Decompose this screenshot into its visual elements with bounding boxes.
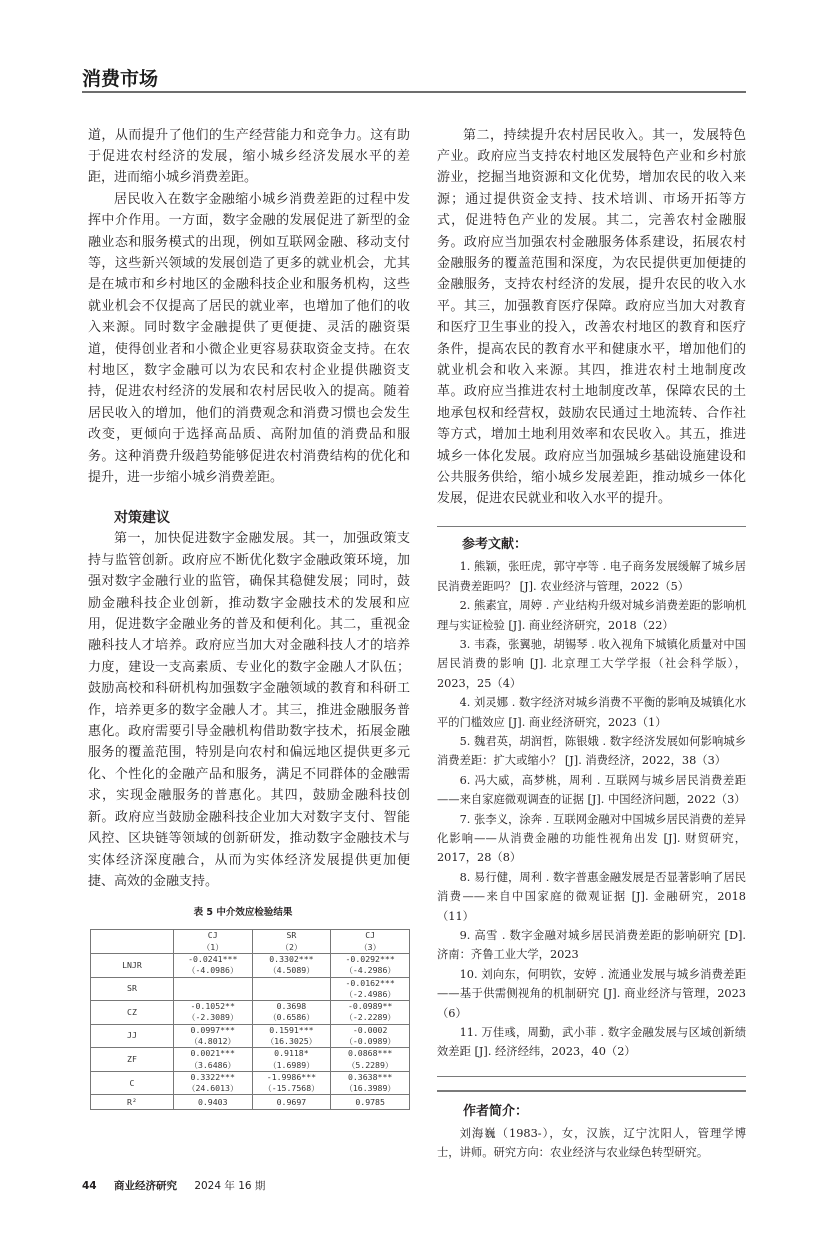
table-cell: 0.9697 [252, 1095, 331, 1110]
author-bio-text: 刘海巍（1983-），女，汉族，辽宁沈阳人，管理学博士，讲师。研究方向：农业经济与农业绿色转型研究。 [437, 1126, 746, 1160]
table-row-r2 [91, 1095, 410, 1110]
row-label: LNJR [91, 953, 174, 977]
reference-item: 9. 高雪 . 数字金融对城乡居民消费差距的影响研究 [D]. 济南：齐鲁工业大学，2023 [437, 929, 746, 962]
table-cell [252, 1048, 331, 1072]
table-cell [252, 1001, 331, 1025]
t-statistic: （1.6989） [268, 1059, 315, 1070]
right-column [437, 125, 746, 1163]
column-header [252, 930, 331, 954]
table-row [91, 977, 410, 1001]
t-statistic: （-2.4986） [344, 988, 396, 999]
mediation-results-table [90, 929, 410, 1110]
t-statistic: （3.6486） [189, 1059, 236, 1070]
table-title: 表 5 中介效应检验结果 [193, 907, 293, 919]
page-number: 44 [82, 1179, 97, 1192]
column-header [331, 930, 410, 954]
references-title: 参考文献： [462, 537, 528, 553]
table-cell [173, 953, 252, 977]
t-statistic: （5.2289） [347, 1059, 394, 1070]
table-cell [173, 977, 252, 1001]
section-heading: 对策建议 [114, 510, 170, 527]
t-statistic: （16.3025） [265, 1035, 317, 1046]
column-name: SR [286, 930, 297, 941]
coefficient: 0.0997*** [190, 1024, 235, 1035]
table-cell [173, 1001, 252, 1025]
coefficient: -0.0989** [347, 1001, 393, 1012]
column-number: （1） [202, 941, 224, 952]
table-cell [252, 977, 331, 1001]
table-row [91, 1001, 410, 1025]
coefficient: 0.3302*** [269, 953, 314, 964]
section-header: 消费市场 [82, 68, 159, 90]
table-cell [252, 1024, 331, 1048]
paragraph: 道，从而提升了他们的生产经营能力和竞争力。这有助于促进农村经济的发展，缩小城乡经济发展水平的差距，进而缩小城乡消费差距。 [88, 127, 410, 186]
coefficient: -0.0002 [352, 1024, 388, 1035]
paragraph: 居民收入在数字金融缩小城乡消费差距的过程中发挥中介作用。一方面，数字金融的发展促进了新型的金融业态和服务模式的出现，例如互联网金融、移动支付等，这些新兴领域的发展创造了更多的就业机会，尤其是在城市和乡村地区的金融科技企业和服务机构，这些就业机会不仅提高了居民的就业率，也增加了他们的收入来源。同时数字金融提供了更便捷、灵活的融资渠道，使得创业者和小微企业更容易获取资金支持。在农村地区，数字金融可以为农民和农村企业提供融资支持，促进农村经济的发展和农村居民收入的提高。随着居民收入的增加，他们的消费观念和消费习惯也会发生改变，更倾向于选择高品质、高附加值的消费品和服务。这种消费升级趋势能够促进农村消费结构的优化和提升，进一步缩小城乡消费差距。 [88, 191, 410, 485]
coefficient: -0.1052** [190, 1001, 235, 1012]
author-title: 作者简介： [463, 1103, 529, 1119]
row-label: JJ [91, 1024, 174, 1048]
table-corner [91, 930, 174, 954]
coefficient: -1.9986*** [266, 1071, 317, 1082]
column-number: （2） [280, 941, 303, 952]
table-cell [331, 977, 410, 1001]
t-statistic: （16.3989） [344, 1083, 396, 1094]
table-cell [331, 953, 410, 977]
reference-item: 6. 冯大威，高梦桃，周利 . 互联网与城乡居民消费差距——来自家庭微观调查的证据 [J]. 中国经济问题，2022（3） [437, 773, 746, 807]
two-column-body [82, 125, 746, 1163]
table-row [91, 1024, 410, 1048]
table-cell [173, 1071, 252, 1095]
coefficient: 0.1591*** [269, 1024, 314, 1035]
header-rule [82, 91, 746, 93]
reference-item: 7. 张李义，涂奔 . 互联网金融对中国城乡居民消费的差异化影响——从消费金融的功能性视角出发 [J]. 财贸研究，2017，28（8） [437, 812, 746, 865]
paragraph: 第二，持续提升农村居民收入。其一，发展特色产业。政府应当支持农村地区发展特色产业和乡村旅游业，挖掘当地资源和文化优势，增加农民的收入来源；通过提供资金支持、技术培训、市场开拓等方式，促进特色产业的发展。其二，完善农村金融服务。政府应当加强农村金融服务体系建设，拓展农村金融服务的覆盖范围和深度，为农民提供更加便捷的金融服务，支持农村经济的发展，提升农民的收入水平。其三，加强教育医疗保障。政府应当加大对教育和医疗卫生事业的投入，改善农村地区的教育和医疗条件，提高农民的教育水平和健康水平，增加他们的就业机会和收入来源。其四，推进农村土地制度改革。政府应当推进农村土地制度改革，保障农民的土地承包权和经营权，鼓励农民通过土地流转、合作社等方式，增加土地利用效率和农民收入。其五，推进城乡一体化发展。政府应当加强城乡基础设施建设和公共服务供给，缩小城乡发展差距，推动城乡一体化发展，促进农民就业和收入水平的提升。 [437, 127, 746, 507]
coefficient: 0.3638*** [347, 1071, 393, 1082]
divider [437, 1090, 746, 1092]
reference-item: 8. 易行健，周利 . 数字普惠金融发展是否显著影响了居民消费——来自中国家庭的微观证据 [J]. 金融研究，2018（11） [437, 870, 746, 923]
page-footer [82, 1163, 746, 1193]
row-label: SR [91, 977, 174, 1001]
table-cell [331, 1071, 410, 1095]
reference-item: 1. 熊颖，张旺虎，郭守亭等 . 电子商务发展缓解了城乡居民消费差距吗？ [J]. 农业经济与管理，2022（5） [437, 560, 746, 593]
reference-item: 3. 韦森，张翼驰，胡锡琴 . 收入视角下城镇化质量对中国居民消费的影响 [J]. 北京理工大学学报（社会科学版），2023，25（4） [437, 637, 746, 690]
reference-item: 11. 万佳彧，周勤，武小菲 . 数字金融发展与区域创新绩效差距 [J]. 经济经纬，2023，40（2） [437, 1026, 746, 1059]
coefficient: 0.9118* [274, 1048, 309, 1059]
t-statistic: （-2.2289） [344, 1012, 396, 1023]
reference-item: 2. 熊素宜，周婷 . 产业结构升级对城乡消费差距的影响机理与实证检验 [J]. 商业经济研究，2018（22） [437, 599, 746, 632]
divider [437, 526, 746, 528]
table-row [91, 1071, 410, 1095]
table-cell [173, 1048, 252, 1072]
table-row [91, 1048, 410, 1072]
coefficient: -0.0292*** [345, 953, 395, 964]
t-statistic: （4.5089） [268, 965, 315, 976]
divider [437, 1076, 746, 1078]
references-list [437, 557, 746, 1062]
paragraph: 第一，加快促进数字金融发展。其一，加强政策支持与监管创新。政府应不断优化数字金融政策环境，加强对数字金融行业的监管，确保其稳健发展；同时，鼓励金融科技企业创新，推动数字金融技术的发展和应用，促进数字金融业务的普及和便利化。其二，重视金融科技人才培养。政府应当加大对金融科技人才的培养力度，建设一支高素质、专业化的数字金融人才队伍；鼓励高校和科研机构加强数字金融领域的教育和科研工作，培养更多的数字金融人才。其三，推进金融服务普惠化。政府需要引导金融机构借助数字技术，拓展金融服务的覆盖范围，特别是向农村和偏远地区提供更多元化、个性化的金融产品和服务，满足不同群体的金融需求，实现金融服务的普惠化。其四，鼓励金融科技创新。政府应当鼓励金融科技企业加大对数字支付、智能风控、区块链等领域的创新研发，推动数字金融技术与实体经济深度融合，从而为实体经济发展提供更加便捷、高效的金融支持。 [88, 531, 410, 889]
row-label: C [91, 1071, 174, 1095]
coefficient: -0.0241*** [188, 953, 238, 964]
row-label: R² [91, 1095, 174, 1110]
t-statistic: （-4.0986） [187, 965, 239, 976]
t-statistic: （24.6013） [187, 1083, 239, 1094]
reference-item: 4. 刘灵娜 . 数字经济对城乡消费不平衡的影响及城镇化水平的门槛效应 [J]. 商业经济研究，2023（1） [437, 696, 746, 729]
column-name: CJ [207, 930, 218, 941]
left-column-text [88, 125, 410, 489]
coefficient: 0.0868*** [347, 1048, 393, 1059]
table-cell [252, 953, 331, 977]
right-column-text [437, 125, 746, 510]
left-column [88, 125, 410, 1111]
coefficient: -0.0162*** [345, 977, 395, 988]
t-statistic: （-2.3089） [187, 1012, 239, 1023]
coefficient: 0.0021*** [190, 1048, 235, 1059]
reference-item: 10. 刘向东，何明钦，安婷 . 流通业发展与城乡消费差距——基于供需侧视角的机制研究 [J]. 商业经济与管理，2023（6） [437, 967, 746, 1020]
t-statistic: （-0.0989） [344, 1035, 396, 1046]
table-cell [252, 1071, 331, 1095]
issue: 2024 年 16 期 [194, 1179, 266, 1192]
t-statistic: （4.8012） [189, 1035, 236, 1046]
table-cell: 0.9785 [331, 1095, 410, 1110]
row-label: CZ [91, 1001, 174, 1025]
column-name: CJ [365, 930, 376, 941]
policy-text [88, 528, 410, 892]
column-number: （3） [359, 941, 381, 952]
table-row [91, 953, 410, 977]
journal-name: 商业经济研究 [113, 1179, 177, 1192]
t-statistic: （-15.7568） [263, 1083, 320, 1094]
reference-item: 5. 魏君英，胡润哲，陈银娥 . 数字经济发展如何影响城乡消费差距：扩大或缩小？ [J]. 消费经济，2022，38（3） [437, 734, 746, 768]
row-label: ZF [91, 1048, 174, 1072]
author-bio [437, 1124, 746, 1163]
table-header-row [91, 930, 410, 954]
coefficient: 0.3698 [276, 1001, 307, 1012]
t-statistic: （-4.2986） [344, 965, 396, 976]
table-cell [331, 1001, 410, 1025]
table-cell [173, 1024, 252, 1048]
column-header [173, 930, 252, 954]
table-cell [331, 1024, 410, 1048]
table-cell: 0.9403 [173, 1095, 252, 1110]
coefficient: 0.3322*** [190, 1071, 235, 1082]
t-statistic: （0.6586） [268, 1012, 315, 1023]
table-cell [331, 1048, 410, 1072]
